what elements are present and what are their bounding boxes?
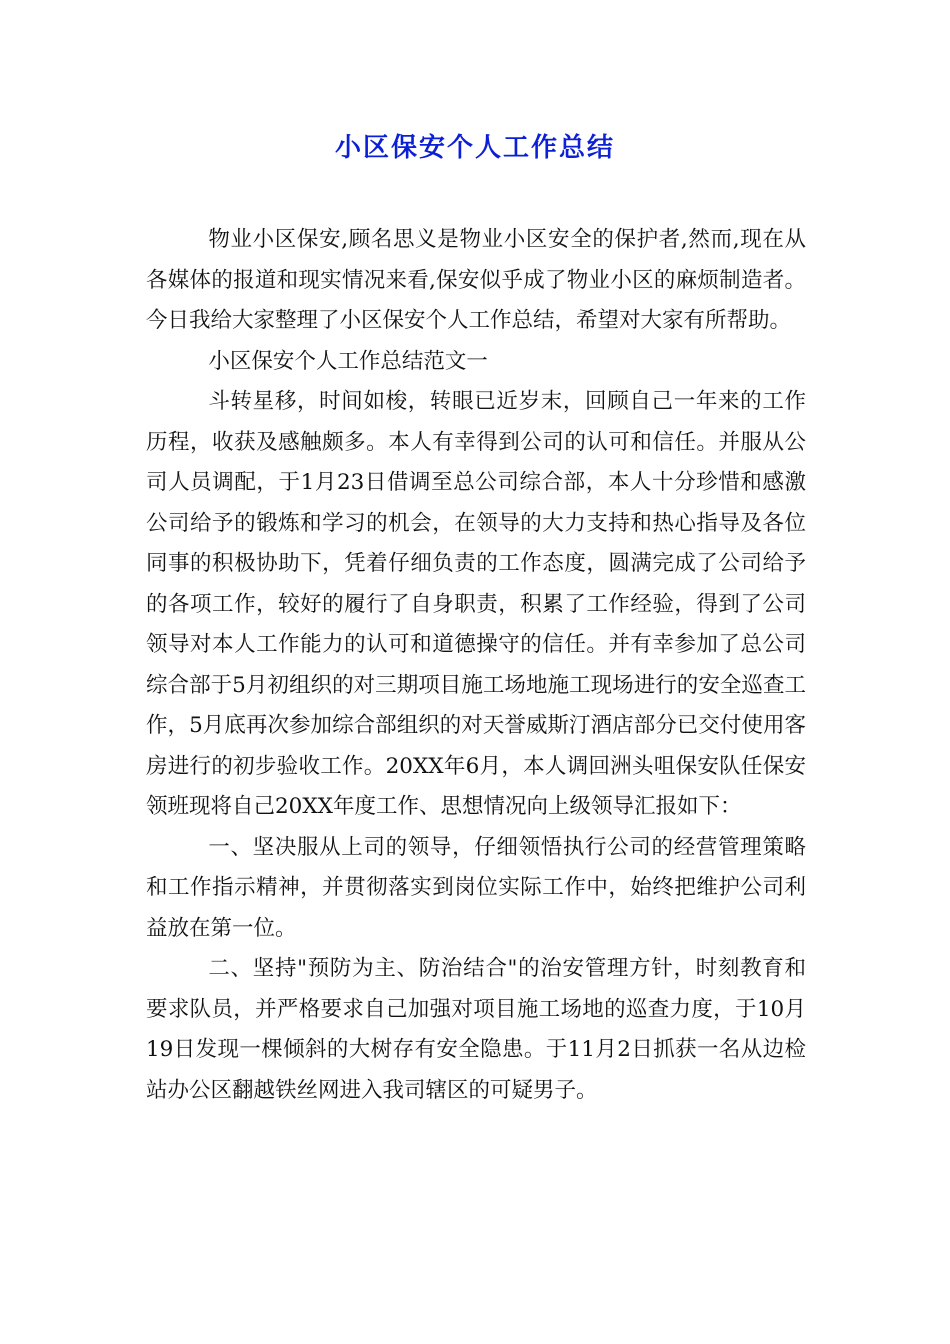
document-title: 小区保安个人工作总结 bbox=[334, 133, 615, 163]
list-item-1: 一、坚决服从上司的领导，仔细领悟执行公司的经营管理策略和工作指示精神，并贯彻落实到岗位实际工作中，始终把维护公司利益放在第一位。 bbox=[146, 834, 806, 941]
body-paragraph: 斗转星移，时间如梭，转眼已近岁末，回顾自己一年来的工作历程，收获及感触颇多。本人有幸得到公司的认可和信任。并服从公司人员调配，于1月23日借调至总公司综合部，本人十分珍惜和感激公司给予的锻炼和学习的机会，在领导的大力支持和热心指导及各位同事的积极协助下，凭着仔细负责的工作态度，圆满完成了公司给予的各项工作，较好的履行了自身职责，积累了工作经验，得到了公司领导对本人工作能力的认可和道德操守的信任。并有幸参加了总公司综合部于5月初组织的对三期项目施工场地施工现场进行的安全巡查工作，5月底再次参加综合部组织的对天誉威斯汀酒店部分已交付使用客房进行的初步验收工作。20XX年6月，本人调回洲头咀保安队任保安领班现将自己20XX年度工作、思想情况向上级领导汇报如下： bbox=[146, 389, 806, 819]
list-item-2: 二、坚持"预防为主、防治结合"的治安管理方针，时刻教育和要求队员，并严格要求自己加强对项目施工场地的巡查力度，于10月19日发现一棵倾斜的大树存有安全隐患。于11月2日抓获一名从边检站办公区翻越铁丝网进入我司辖区的可疑男子。 bbox=[146, 956, 806, 1103]
intro-paragraph: 物业小区保安,顾名思义是物业小区安全的保护者,然而,现在从各媒体的报道和现实情况来看,保安似乎成了物业小区的麻烦制造者。今日我给大家整理了小区保安个人工作总结，希望对大家有所帮助。 bbox=[146, 227, 806, 333]
document-body bbox=[146, 220, 806, 1111]
section-heading: 小区保安个人工作总结范文一 bbox=[208, 348, 488, 374]
